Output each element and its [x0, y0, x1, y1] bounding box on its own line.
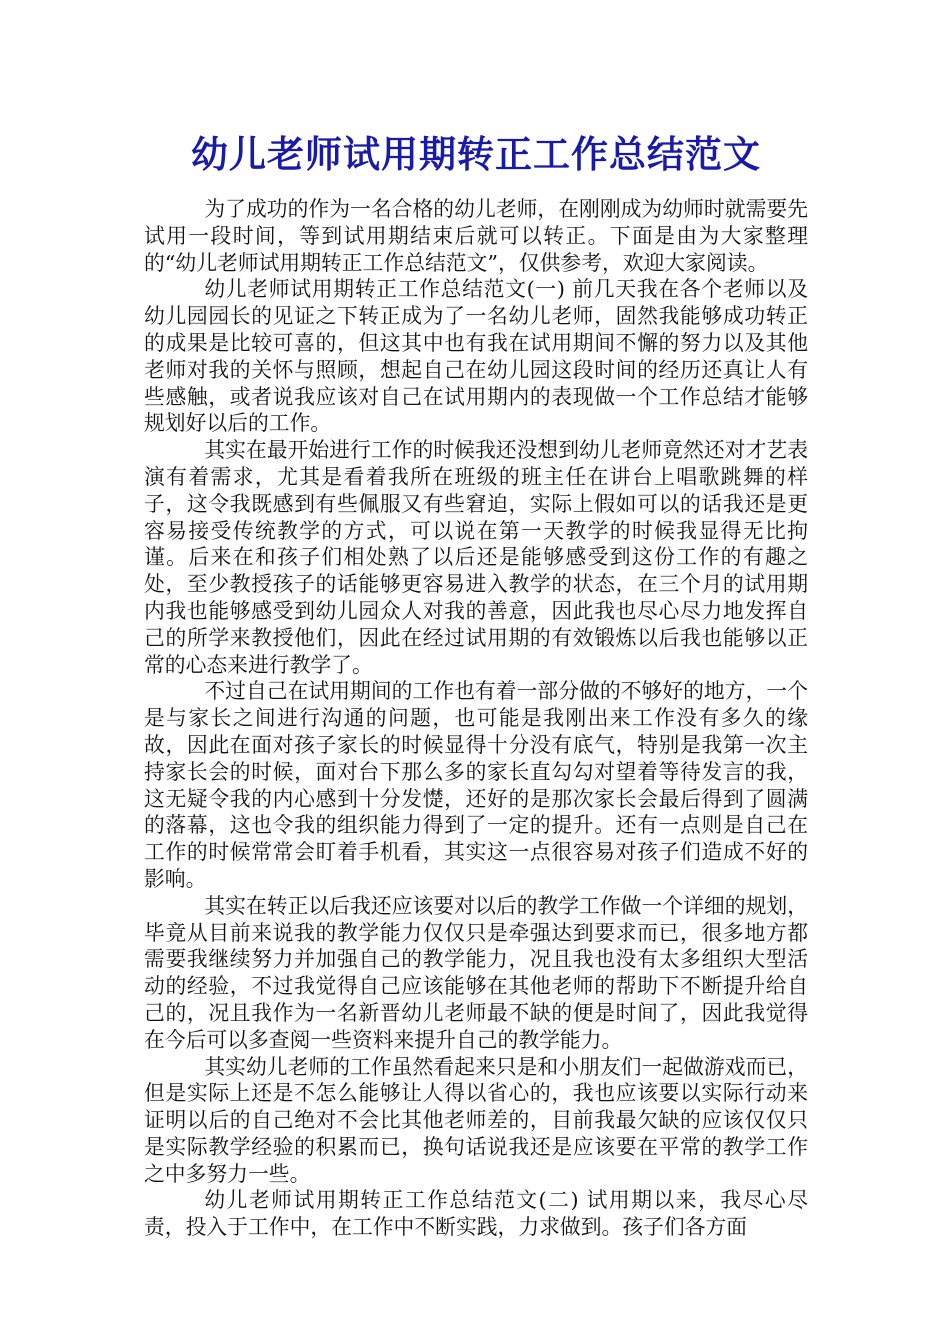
paragraph-effort: 其实幼儿老师的工作虽然看起来只是和小朋友们一起做游戏而已，但是实际上还是不怎么能够让人得以省心的，我也应该要以实际行动来证明以后的自己绝对不会比其他老师差的，目前我最欠缺的应该仅仅只是实际教学经验的积累而已，换句话说我还是应该要在平常的教学工作之中多努力一些。: [144, 1054, 808, 1186]
document-title: 幼儿老师试用期转正工作总结范文: [191, 132, 761, 176]
paragraph-sample-two: 幼儿老师试用期转正工作总结范文(二) 试用期以来，我尽心尽责，投入于工作中，在工作中不断实践，力求做到。孩子们各方面: [144, 1188, 808, 1240]
document-body: [144, 196, 808, 1241]
paragraph-sample-one: 幼儿老师试用期转正工作总结范文(一) 前几天我在各个老师以及幼儿园园长的见证之下转正成为了一名幼儿老师，固然我能够成功转正的成果是比较可喜的，但这其中也有我在试用期间不懈的努力以及其他老师对我的关怀与照顾，想起自己在幼儿园这段时间的经历还真让人有些感触，或者说我应该对自己在试用期内的表现做一个工作总结才能够规划好以后的工作。: [144, 277, 808, 436]
document-page: [144, 118, 808, 1241]
paragraph-intro: 为了成功的作为一名合格的幼儿老师，在刚刚成为幼师时就需要先试用一段时间，等到试用期结束后就可以转正。下面是由为大家整理的“幼儿老师试用期转正工作总结范文”，仅供参考，欢迎大家阅读。: [144, 197, 808, 275]
paragraph-shortcomings: 不过自己在试用期间的工作也有着一部分做的不够好的地方，一个是与家长之间进行沟通的问题，也可能是我刚出来工作没有多久的缘故，因此在面对孩子家长的时候显得十分没有底气，特别是我第一次主持家长会的时候，面对台下那么多的家长直勾勾对望着等待发言的我，这无疑令我的内心感到十分发憷，还好的是那次家长会最后得到了圆满的落幕，这也令我的组织能力得到了一定的提升。还有一点则是自己在工作的时候常常会盯着手机看，其实这一点很容易对孩子们造成不好的影响。: [144, 679, 808, 891]
paragraph-planning: 其实在转正以后我还应该要对以后的教学工作做一个详细的规划，毕竟从目前来说我的教学能力仅仅只是牵强达到要求而已，很多地方都需要我继续努力并加强自己的教学能力，况且我也没有太多组织大型活动的经验，不过我觉得自己应该能够在其他老师的帮助下不断提升给自己的，况且我作为一名新晋幼儿老师最不缺的便是时间了，因此我觉得在今后可以多查阅一些资料来提升自己的教学能力。: [144, 893, 808, 1052]
paragraph-talent: 其实在最开始进行工作的时候我还没想到幼儿老师竟然还对才艺表演有着需求，尤其是看着我所在班级的班主任在讲台上唱歌跳舞的样子，这令我既感到有些佩服又有些窘迫，实际上假如可以的话我还是更容易接受传统教学的方式，可以说在第一天教学的时候我显得无比拘谨。后来在和孩子们相处熟了以后还是能够感受到这份工作的有趣之处，至少教授孩子的话能够更容易进入教学的状态，在三个月的试用期内我也能够感受到幼儿园众人对我的善意，因此我也尽心尽力地发挥自己的所学来教授他们，因此在经过试用期的有效锻炼以后我也能够以正常的心态来进行教学了。: [144, 438, 808, 677]
